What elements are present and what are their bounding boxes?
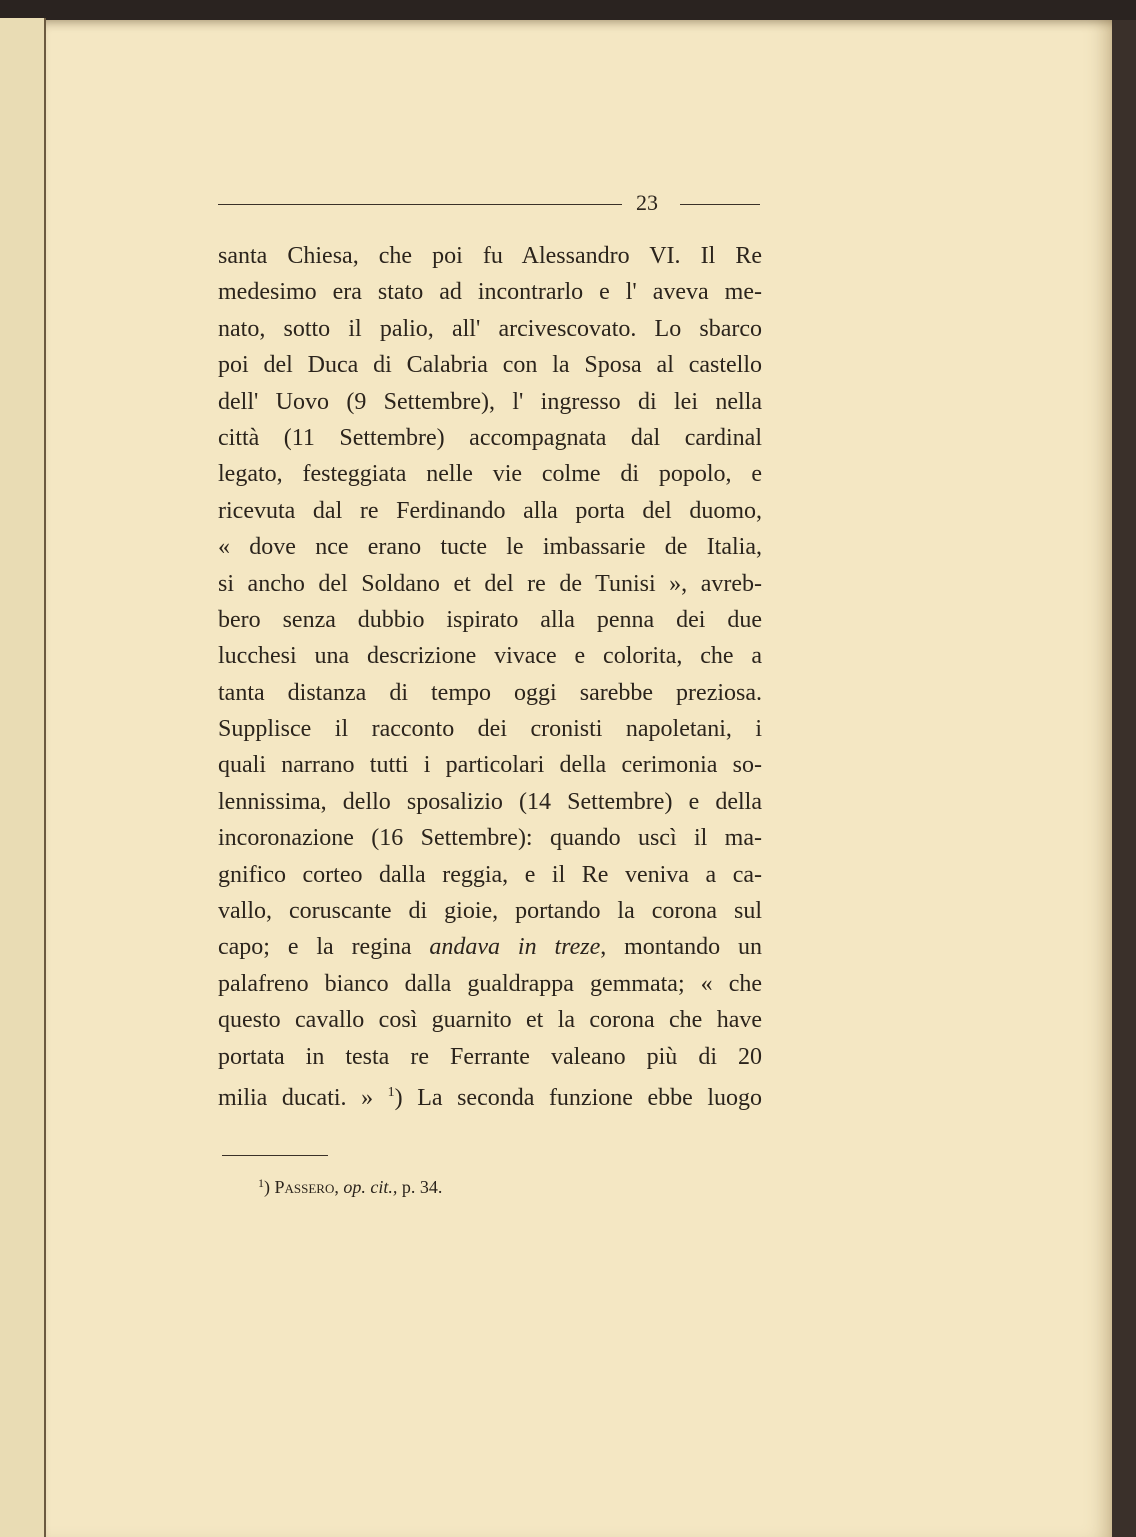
footnote-reference: 1 — [387, 1084, 395, 1100]
text-line: città (11 Settembre) accompagnata dal cardinal — [218, 424, 762, 451]
text-line — [218, 929, 762, 965]
text-line: questo cavallo così guarnito et la corona che have — [218, 1007, 762, 1034]
text-line: legato, festeggiata nelle vie colme di popolo, e — [218, 461, 762, 488]
footnote-marker: 1 — [258, 1176, 264, 1190]
body-text — [218, 238, 762, 1111]
text-line: portata in testa re Ferrante valeano più di 20 — [218, 1043, 762, 1070]
text-segment: , montando un — [600, 934, 762, 961]
text-line: quali narrano tutti i particolari della cerimonia so- — [218, 752, 762, 779]
text-line: Supplisce il racconto dei cronisti napoletani, i — [218, 716, 762, 743]
footnote-page: p. 34. — [401, 1177, 443, 1197]
text-line: si ancho del Soldano et del re de Tunisi », avreb- — [218, 570, 762, 597]
text-line: tanta distanza di tempo oggi sarebbe preziosa. — [218, 679, 762, 706]
footnote-work: op. cit., — [343, 1177, 398, 1197]
italic-phrase: andava in treze — [429, 934, 601, 961]
footnote-rule — [222, 1155, 328, 1156]
text-line: ricevuta dal re Ferdinando alla porta del duomo, — [218, 497, 762, 524]
text-segment: ) La seconda funzione ebbe luogo — [394, 1084, 762, 1111]
text-line — [218, 1075, 762, 1111]
text-line: bero senza dubbio ispirato alla penna dei due — [218, 606, 762, 633]
text-segment: milia ducati. » — [218, 1084, 374, 1111]
text-line: incoronazione (16 Settembre): quando uscì il ma- — [218, 825, 762, 852]
text-line: lennissima, dello sposalizio (14 Settembre) e della — [218, 788, 762, 815]
text-line: nato, sotto il palio, all' arcivescovato. Lo sbarco — [218, 315, 762, 342]
header-rule-right — [680, 204, 760, 205]
text-line: dell' Uovo (9 Settembre), l' ingresso di lei nella — [218, 388, 762, 415]
page-number: 23 — [636, 190, 658, 215]
text-line: medesimo era stato ad incontrarlo e l' aveva me- — [218, 279, 762, 306]
text-line: vallo, coruscante di gioie, portando la corona sul — [218, 898, 762, 925]
text-line: « dove nce erano tucte le imbassarie de Italia, — [218, 534, 762, 561]
text-line: lucchesi una descrizione vivace e colorita, che a — [218, 643, 762, 670]
footnote: $^1$) Passero, op. cit., p. 34. — [258, 1176, 443, 1197]
scan-top-border — [0, 0, 1136, 20]
footnote-author: Passero, — [274, 1177, 339, 1197]
text-line: santa Chiesa, che poi fu Alessandro VI. Il Re — [218, 243, 762, 269]
header-rule-left — [218, 204, 622, 205]
text-line: gnifico corteo dalla reggia, e il Re veniva a ca- — [218, 861, 762, 888]
scan-right-border — [1112, 20, 1136, 1537]
text-line: palafreno bianco dalla gualdrappa gemmata; « che — [218, 970, 762, 997]
text-segment: capo; e la regina — [218, 934, 412, 961]
facing-page-edge — [0, 18, 46, 1537]
text-line: poi del Duca di Calabria con la Sposa al castello — [218, 352, 762, 379]
